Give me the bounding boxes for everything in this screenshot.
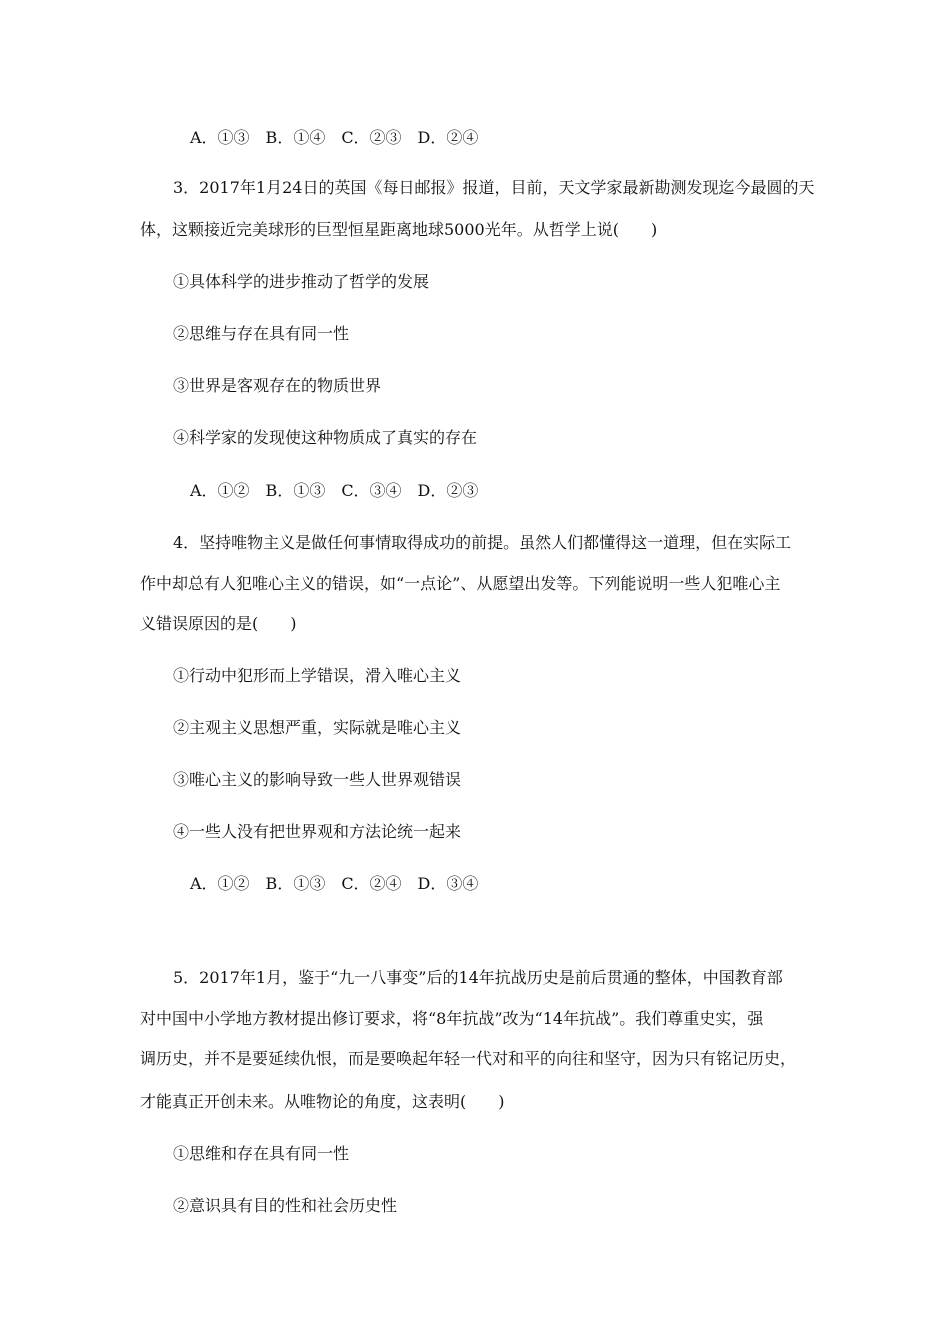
q3-options: A．①② B．①③ C．③④ D．②③ bbox=[190, 481, 479, 500]
q4-stem-line-1: 4．坚持唯物主义是做任何事情取得成功的前提。虽然人们都懂得这一道理，但在实际工 bbox=[173, 533, 792, 552]
q5-item-1: ①思维和存在具有同一性 bbox=[173, 1144, 350, 1163]
q5-stem-line-2: 对中国中小学地方教材提出修订要求，将“8年抗战”改为“14年抗战”。我们尊重史实，强 bbox=[140, 1009, 764, 1028]
q4-item-1: ①行动中犯形而上学错误，滑入唯心主义 bbox=[173, 666, 462, 685]
q4-item-4: ④一些人没有把世界观和方法论统一起来 bbox=[173, 822, 462, 841]
q3-item-3: ③世界是客观存在的物质世界 bbox=[173, 376, 382, 395]
q4-item-3: ③唯心主义的影响导致一些人世界观错误 bbox=[173, 770, 462, 789]
q3-item-2: ②思维与存在具有同一性 bbox=[173, 324, 350, 343]
q3-item-1: ①具体科学的进步推动了哲学的发展 bbox=[173, 272, 430, 291]
q2-options: A．①③ B．①④ C．②③ D．②④ bbox=[190, 128, 479, 147]
q3-stem-line-1: 3．2017年1月24日的英国《每日邮报》报道，目前，天文学家最新勘测发现迄今最圆的天 bbox=[173, 178, 815, 197]
q4-stem-line-2: 作中却总有人犯唯心主义的错误，如“一点论”、从愿望出发等。下列能说明一些人犯唯心主 bbox=[140, 574, 781, 593]
q5-stem-line-1: 5．2017年1月，鉴于“九一八事变”后的14年抗战历史是前后贯通的整体，中国教育部 bbox=[173, 968, 783, 987]
q3-stem-line-2: 体，这颗接近完美球形的巨型恒星距离地球5000光年。从哲学上说( ) bbox=[140, 220, 658, 239]
q4-item-2: ②主观主义思想严重，实际就是唯心主义 bbox=[173, 718, 462, 737]
q4-stem-line-3: 义错误原因的是( ) bbox=[140, 614, 297, 633]
q4-options: A．①② B．①③ C．②④ D．③④ bbox=[190, 874, 479, 893]
q5-item-2: ②意识具有目的性和社会历史性 bbox=[173, 1196, 398, 1215]
q3-item-4: ④科学家的发现使这种物质成了真实的存在 bbox=[173, 428, 478, 447]
q5-stem-line-4: 才能真正开创未来。从唯物论的角度，这表明( ) bbox=[140, 1092, 505, 1111]
q5-stem-line-3: 调历史，并不是要延续仇恨，而是要唤起年轻一代对和平的向往和坚守，因为只有铭记历史， bbox=[140, 1049, 797, 1068]
